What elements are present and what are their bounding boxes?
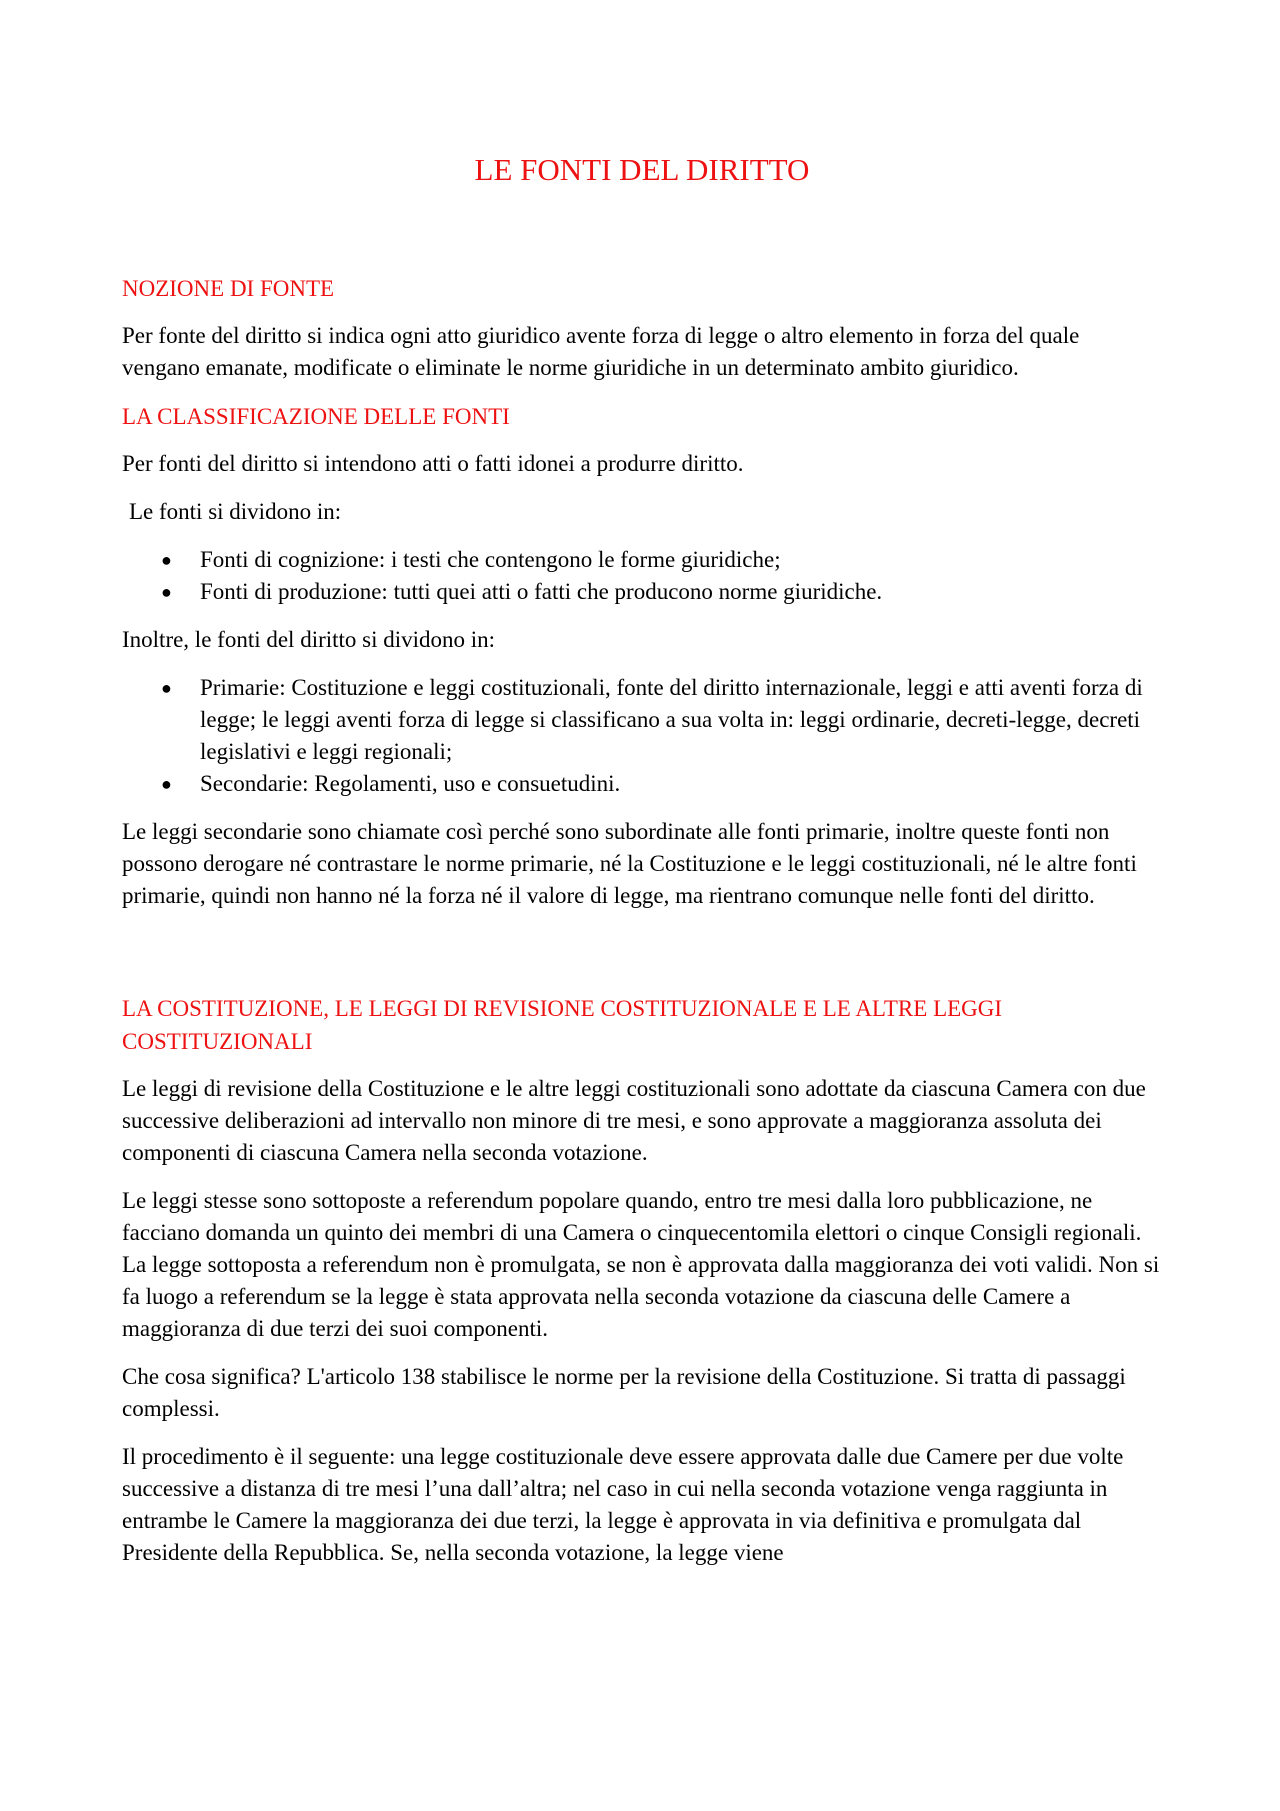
list-item-text: Fonti di produzione: tutti quei atti o fatti che producono norme giuridiche. — [200, 579, 883, 604]
bullet-icon: ● — [161, 550, 172, 570]
bullet-icon: ● — [161, 678, 172, 698]
paragraph-costituzione-1: Le leggi di revisione della Costituzione e le altre leggi costituzionali sono adottate da ciascuna Camera con due successive deliberazioni ad intervallo non minore di tre mesi, e sono approvate a maggioranza assoluta dei componenti di ciascuna Camera nella seconda votazione. — [122, 1076, 1146, 1165]
list-item — [122, 768, 1162, 800]
list-item-text: Fonti di cognizione: i testi che contengono le forme giuridiche; — [200, 547, 781, 572]
paragraph-leggi-secondarie: Le leggi secondarie sono chiamate così perché sono subordinate alle fonti primarie, inoltre queste fonti non possono derogare né contrastare le norme primarie, né la Costituzione e le leggi costituzionali, né le altre fonti primarie, quindi non hanno né la forza né il valore di legge, ma rientrano comunque nelle fonti del diritto. — [122, 819, 1137, 908]
heading-classificazione: LA CLASSIFICAZIONE DELLE FONTI — [122, 404, 510, 429]
bullet-icon: ● — [161, 774, 172, 794]
bullet-icon: ● — [161, 582, 172, 602]
paragraph-classificazione-intro: Per fonti del diritto si intendono atti o fatti idonei a produrre diritto. — [122, 451, 744, 476]
paragraph-costituzione-4: Il procedimento è il seguente: una legge costituzionale deve essere approvata dalle due Camere per due volte successive a distanza di tre mesi l’una dall’altra; nel caso in cui nella seconda votazione venga raggiunta in entrambe le Camere la maggioranza dei due terzi, la legge è approvata in via definitiva e promulgata dal Presidente della Repubblica. Se, nella seconda votazione, la legge viene — [122, 1444, 1124, 1565]
document-body — [122, 272, 1162, 1585]
paragraph-divide-intro-2: Inoltre, le fonti del diritto si dividono in: — [122, 627, 496, 652]
list-fonti-cognizione-produzione — [122, 544, 1162, 608]
list-fonti-primarie-secondarie — [122, 672, 1162, 800]
heading-nozione-di-fonte: NOZIONE DI FONTE — [122, 276, 335, 301]
paragraph-costituzione-3: Che cosa significa? L'articolo 138 stabilisce le norme per la revisione della Costituzione. Si tratta di passaggi complessi. — [122, 1364, 1126, 1421]
document-title: LE FONTI DEL DIRITTO — [474, 152, 810, 187]
paragraph-divide-intro: Le fonti si dividono in: — [129, 499, 342, 524]
paragraph-costituzione-2: Le leggi stesse sono sottoposte a referendum popolare quando, entro tre mesi dalla loro pubblicazione, ne facciano domanda un quinto dei membri di una Camera o cinquecentomila elettori o cinque Consigli regionali. La legge sottoposta a referendum non è promulgata, se non è approvata dalla maggioranza dei voti validi. Non si fa luogo a referendum se la legge è stata approvata nella seconda votazione da ciascuna delle Camere a maggioranza di due terzi dei suoi componenti. — [122, 1188, 1160, 1341]
paragraph-nozione: Per fonte del diritto si indica ogni atto giuridico avente forza di legge o altro elemento in forza del quale vengano emanate, modificate o eliminate le norme giuridiche in un determinato ambito giuridico. — [122, 323, 1080, 380]
list-item — [122, 672, 1162, 768]
list-item-text: Primarie: Costituzione e leggi costituzionali, fonte del diritto internazionale, leggi e atti aventi forza di legge; le leggi aventi forza di legge si classificano a sua volta in: leggi ordinarie, decreti-legge, decreti legislativi e leggi regionali; — [200, 675, 1143, 764]
section-spacer — [122, 928, 1162, 992]
list-item-text: Secondarie: Regolamenti, uso e consuetudini. — [200, 771, 621, 796]
list-item — [122, 576, 1162, 608]
list-item — [122, 544, 1162, 576]
heading-costituzione: LA COSTITUZIONE, LE LEGGI DI REVISIONE COSTITUZIONALE E LE ALTRE LEGGI COSTITUZIONALI — [122, 996, 1003, 1054]
